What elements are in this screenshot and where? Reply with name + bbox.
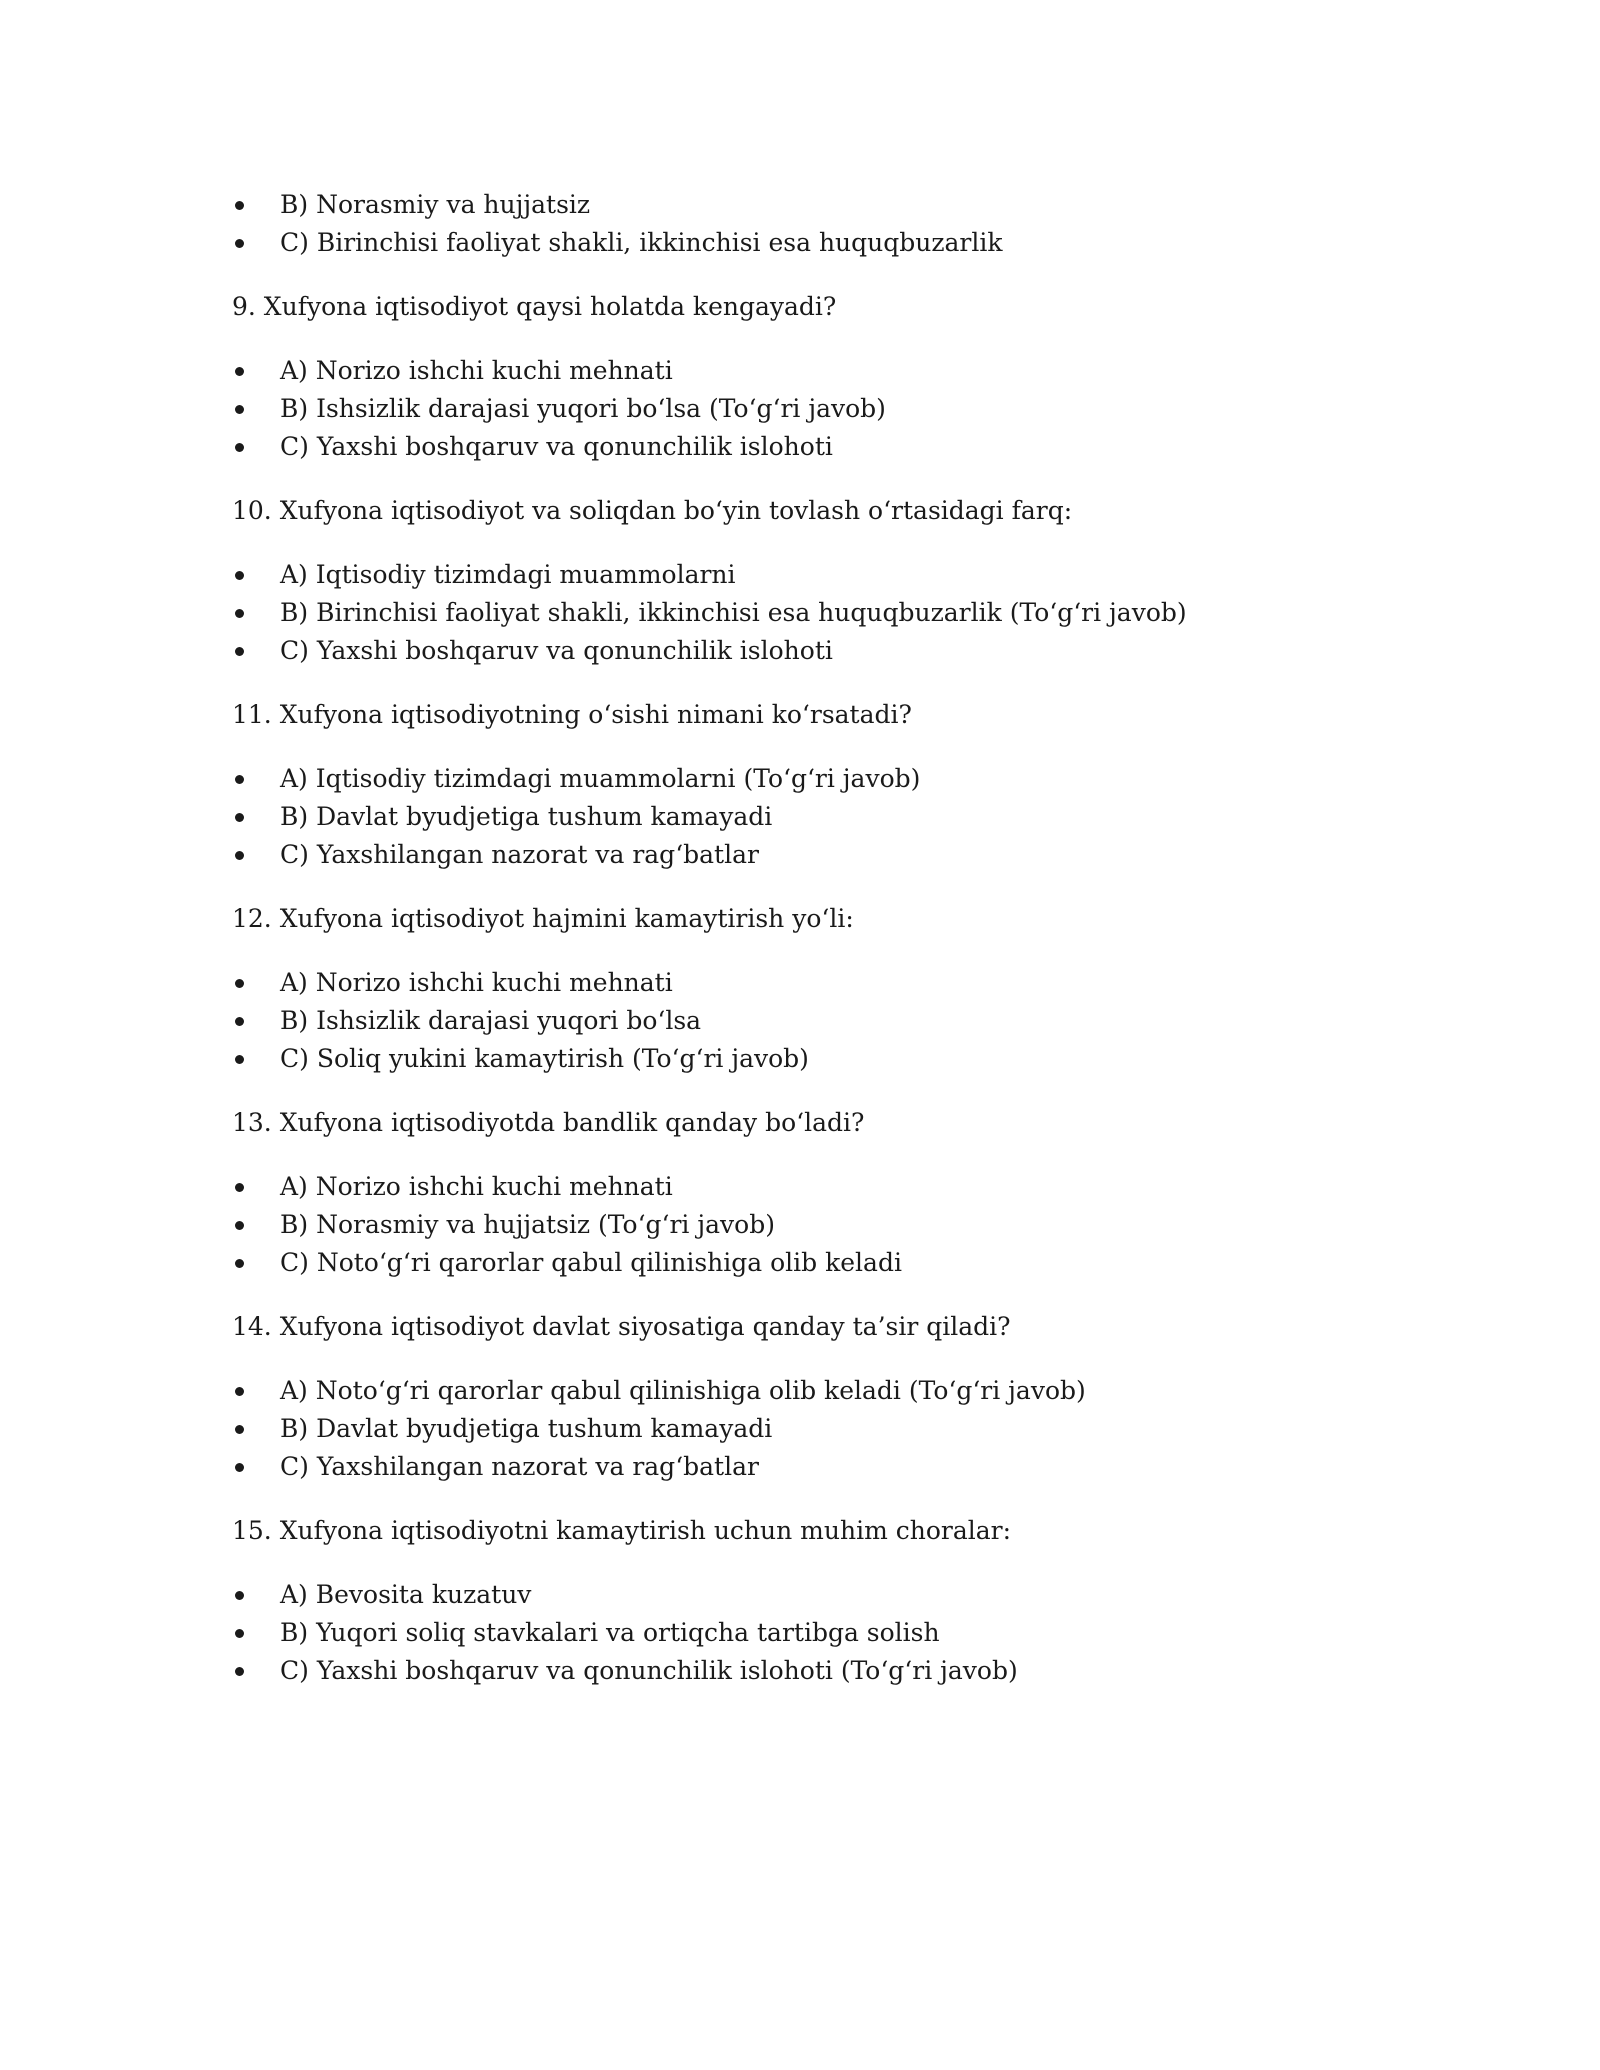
option-text: A) Bevosita kuzatuv [280, 1580, 532, 1609]
option-item [232, 352, 1432, 390]
question-15: 15. Xufyona iqtisodiyotni kamaytirish uchun muhim choralar: [232, 1516, 1012, 1545]
option-item [232, 556, 1432, 594]
option-text: B) Yuqori soliq stavkalari va ortiqcha tartibga solish [280, 1618, 940, 1647]
bullet-icon [235, 1221, 244, 1230]
option-text: B) Ishsizlik darajasi yuqori bo‘lsa (To‘g‘ri javob) [280, 394, 886, 423]
option-text: C) Yaxshi boshqaruv va qonunchilik islohoti (To‘g‘ri javob) [280, 1656, 1018, 1685]
option-text: C) Yaxshilangan nazorat va rag‘batlar [280, 840, 759, 869]
option-text: B) Norasmiy va hujjatsiz [280, 190, 591, 219]
option-item [232, 632, 1432, 670]
option-item [232, 1372, 1432, 1410]
question-9: 9. Xufyona iqtisodiyot qaysi holatda kengayadi? [232, 292, 837, 321]
question-13: 13. Xufyona iqtisodiyotda bandlik qanday bo‘ladi? [232, 1108, 865, 1137]
option-item [232, 1168, 1432, 1206]
option-text: C) Birinchisi faoliyat shakli, ikkinchisi esa huquqbuzarlik [280, 228, 1003, 257]
option-text: A) Iqtisodiy tizimdagi muammolarni [280, 560, 736, 589]
option-item [232, 224, 1432, 262]
option-text: A) Noto‘g‘ri qarorlar qabul qilinishiga olib keladi (To‘g‘ri javob) [280, 1376, 1086, 1405]
option-text: C) Noto‘g‘ri qarorlar qabul qilinishiga olib keladi [280, 1248, 902, 1277]
bullet-icon [235, 813, 244, 822]
bullet-icon [235, 571, 244, 580]
option-item [232, 1002, 1432, 1040]
option-item [232, 1652, 1432, 1690]
bullet-icon [235, 1055, 244, 1064]
bullet-icon [235, 775, 244, 784]
intro-options-list [232, 186, 1432, 262]
option-item [232, 1206, 1432, 1244]
bullet-icon [235, 1425, 244, 1434]
option-text: A) Norizo ishchi kuchi mehnati [280, 968, 673, 997]
option-item [232, 1410, 1432, 1448]
option-text: B) Ishsizlik darajasi yuqori bo‘lsa [280, 1006, 702, 1035]
option-text: C) Yaxshilangan nazorat va rag‘batlar [280, 1452, 759, 1481]
question-14: 14. Xufyona iqtisodiyot davlat siyosatiga qanday ta’sir qiladi? [232, 1312, 1011, 1341]
question-11: 11. Xufyona iqtisodiyotning o‘sishi nimani ko‘rsatadi? [232, 700, 912, 729]
option-item [232, 390, 1432, 428]
option-text: B) Davlat byudjetiga tushum kamayadi [280, 802, 773, 831]
options-list-14 [232, 1372, 1432, 1486]
option-item [232, 760, 1432, 798]
bullet-icon [235, 1259, 244, 1268]
option-text: C) Yaxshi boshqaruv va qonunchilik islohoti [280, 432, 833, 461]
bullet-icon [235, 367, 244, 376]
bullet-icon [235, 1183, 244, 1192]
bullet-icon [235, 609, 244, 618]
option-item [232, 836, 1432, 874]
bullet-icon [235, 1387, 244, 1396]
bullet-icon [235, 1667, 244, 1676]
option-text: C) Soliq yukini kamaytirish (To‘g‘ri javob) [280, 1044, 809, 1073]
bullet-icon [235, 201, 244, 210]
option-item [232, 1040, 1432, 1078]
bullet-icon [235, 1629, 244, 1638]
option-item [232, 428, 1432, 466]
option-item [232, 1576, 1432, 1614]
option-item [232, 1614, 1432, 1652]
bullet-icon [235, 1591, 244, 1600]
quiz-content [232, 186, 1432, 1690]
option-text: B) Norasmiy va hujjatsiz (To‘g‘ri javob) [280, 1210, 775, 1239]
option-item [232, 798, 1432, 836]
bullet-icon [235, 1463, 244, 1472]
bullet-icon [235, 851, 244, 860]
bullet-icon [235, 1017, 244, 1026]
options-list-11 [232, 760, 1432, 874]
option-item [232, 186, 1432, 224]
bullet-icon [235, 647, 244, 656]
option-item [232, 1448, 1432, 1486]
options-list-10 [232, 556, 1432, 670]
bullet-icon [235, 979, 244, 988]
bullet-icon [235, 443, 244, 452]
option-item [232, 964, 1432, 1002]
bullet-icon [235, 405, 244, 414]
option-text: A) Norizo ishchi kuchi mehnati [280, 1172, 673, 1201]
option-text: A) Iqtisodiy tizimdagi muammolarni (To‘g‘ri javob) [280, 764, 921, 793]
options-list-12 [232, 964, 1432, 1078]
options-list-15 [232, 1576, 1432, 1690]
question-12: 12. Xufyona iqtisodiyot hajmini kamaytirish yo‘li: [232, 904, 854, 933]
option-item [232, 1244, 1432, 1282]
options-list-9 [232, 352, 1432, 466]
option-text: C) Yaxshi boshqaruv va qonunchilik islohoti [280, 636, 833, 665]
option-text: A) Norizo ishchi kuchi mehnati [280, 356, 673, 385]
bullet-icon [235, 239, 244, 248]
option-text: B) Birinchisi faoliyat shakli, ikkinchisi esa huquqbuzarlik (To‘g‘ri javob) [280, 598, 1187, 627]
option-text: B) Davlat byudjetiga tushum kamayadi [280, 1414, 773, 1443]
option-item [232, 594, 1432, 632]
question-10: 10. Xufyona iqtisodiyot va soliqdan bo‘yin tovlash o‘rtasidagi farq: [232, 496, 1073, 525]
options-list-13 [232, 1168, 1432, 1282]
